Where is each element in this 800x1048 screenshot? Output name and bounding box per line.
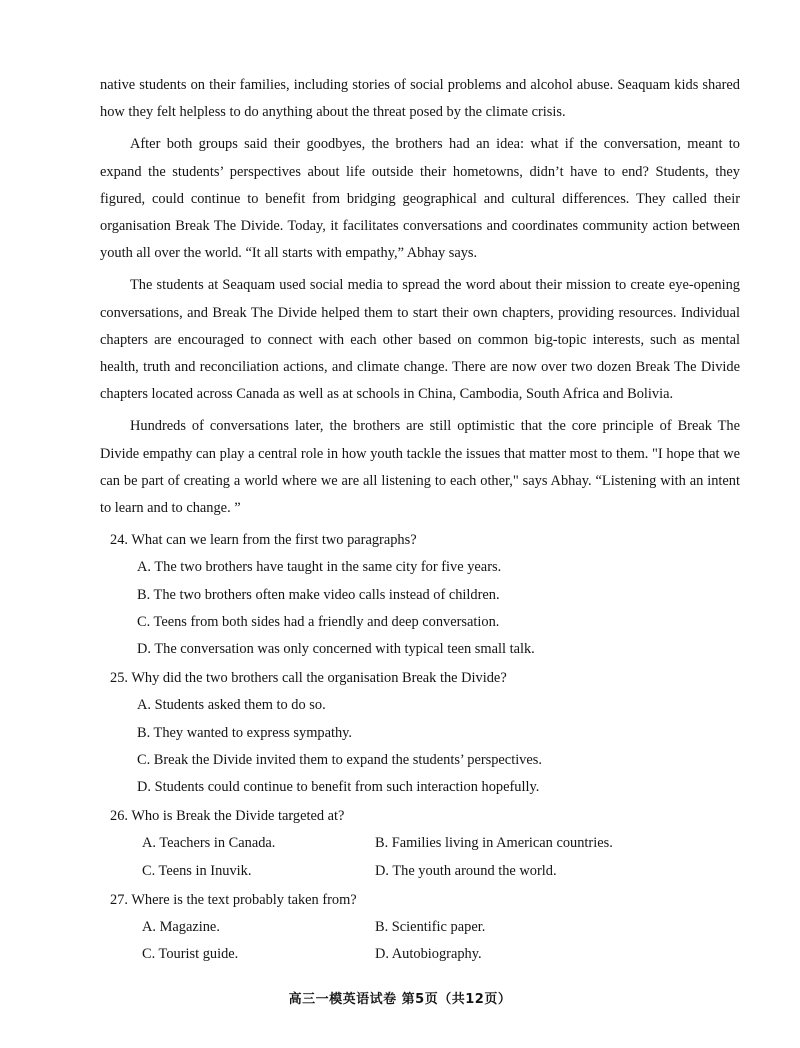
question-24 bbox=[100, 527, 740, 663]
question-stem: 25. Why did the two brothers call the organisation Break the Divide? bbox=[110, 670, 507, 687]
page-footer: 高三一模英语试卷 第5页（共12页） bbox=[288, 992, 512, 1007]
reading-passage bbox=[100, 72, 740, 522]
answer-option-b: B. They wanted to express sympathy. bbox=[137, 724, 353, 741]
answer-option-d: D. Students could continue to benefit from such interaction hopefully. bbox=[137, 779, 540, 796]
passage-paragraph: Hundreds of conversations later, the brothers are still optimistic that the core principle of Break The Divide empathy can play a central role in how youth tackle the issues that matter most to them. "I hope that we can be part of creating a world where we are all listening to each other," says Abhay. “Listening with an intent to learn and to change. ” bbox=[100, 418, 740, 517]
answer-option-c: C. Tourist guide. bbox=[142, 946, 239, 963]
answer-option-b: B. The two brothers often make video calls instead of children. bbox=[137, 586, 500, 603]
answer-option-d: D. The youth around the world. bbox=[375, 862, 557, 879]
answer-options bbox=[100, 830, 740, 884]
answer-options bbox=[100, 692, 740, 801]
answer-option-a: A. Students asked them to do so. bbox=[137, 697, 326, 714]
answer-option-c: C. Break the Divide invited them to expand the students’ perspectives. bbox=[137, 751, 542, 768]
answer-option-a: A. The two brothers have taught in the same city for five years. bbox=[137, 559, 502, 576]
answer-option-d: D. The conversation was only concerned with typical teen small talk. bbox=[137, 641, 535, 658]
question-stem: 26. Who is Break the Divide targeted at? bbox=[110, 808, 345, 825]
passage-paragraph: native students on their families, including stories of social problems and alcohol abuse. Seaquam kids shared how they felt helpless to do anything about the threat posed by the climate crisis. bbox=[100, 77, 740, 121]
answer-options bbox=[100, 914, 740, 968]
passage-paragraph: After both groups said their goodbyes, the brothers had an idea: what if the conversation, meant to expand the students’ perspectives about life outside their hometowns, didn’t have to end? Students, they figured, could continue to benefit from bridging geographical and cultural differences. They called their organisation Break The Divide. Today, it facilitates conversations and coordinates community action between youth all over the world. “It all starts with empathy,” Abhay says. bbox=[100, 136, 740, 262]
passage-paragraph: The students at Seaquam used social media to spread the word about their mission to create eye-opening conversations, and Break The Divide helped them to start their own chapters, providing resources. Individual chapters are encouraged to connect with each other based on common big-topic interests, such as mental health, truth and reconciliation actions, and climate change. There are now over two dozen Break The Divide chapters located across Canada as well as at schools in China, Cambodia, South Africa and Bolivia. bbox=[100, 277, 740, 403]
answer-option-a: A. Teachers in Canada. bbox=[142, 835, 276, 852]
answer-option-d: D. Autobiography. bbox=[375, 946, 482, 963]
answer-option-b: B. Families living in American countries. bbox=[375, 835, 613, 852]
answer-option-c: C. Teens from both sides had a friendly and deep conversation. bbox=[137, 613, 500, 630]
question-26 bbox=[100, 803, 740, 885]
exam-page bbox=[100, 72, 740, 969]
answer-option-b: B. Scientific paper. bbox=[375, 919, 486, 936]
question-27 bbox=[100, 887, 740, 969]
question-25 bbox=[100, 665, 740, 801]
answer-option-a: A. Magazine. bbox=[142, 919, 220, 936]
question-stem: 24. What can we learn from the first two paragraphs? bbox=[110, 532, 417, 549]
answer-option-c: C. Teens in Inuvik. bbox=[142, 862, 252, 879]
answer-options bbox=[100, 554, 740, 663]
question-stem: 27. Where is the text probably taken from? bbox=[110, 891, 357, 908]
